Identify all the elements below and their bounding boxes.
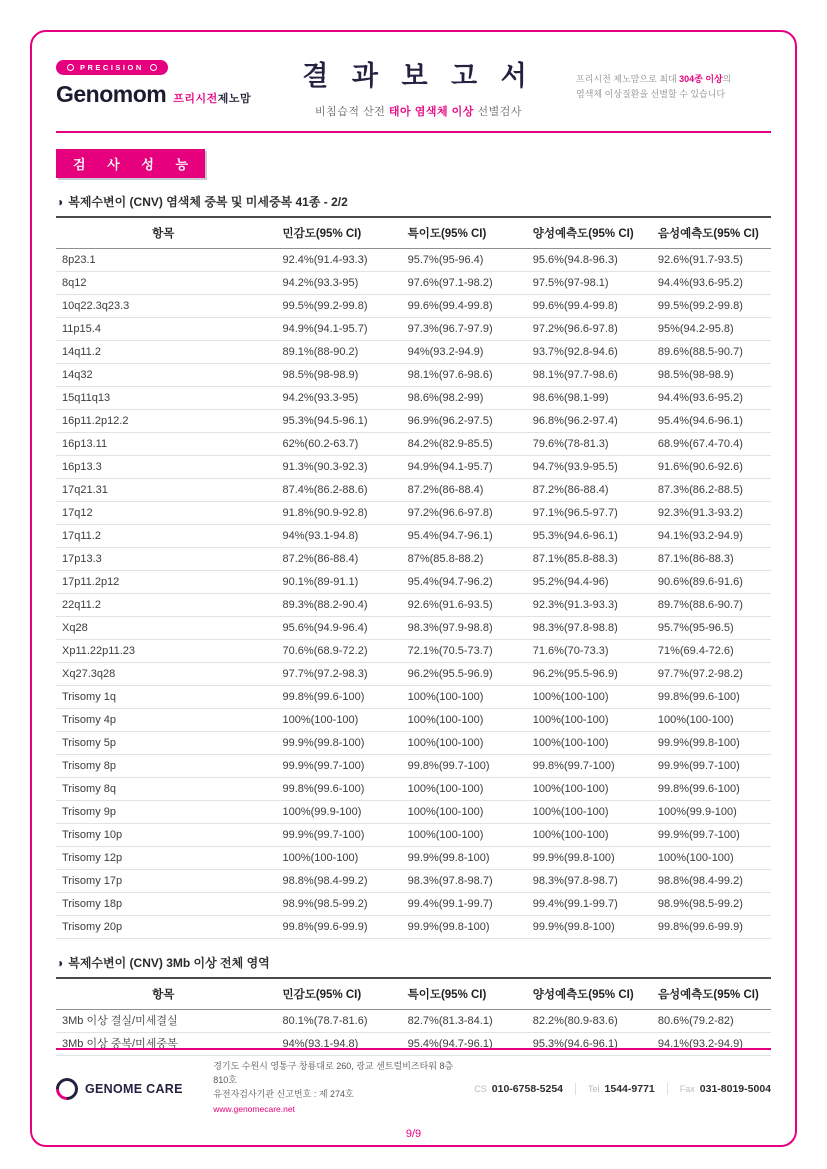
column-header: 특이도(95% CI) [396,217,521,249]
subtitle-prefix: 비침습적 산전 [315,106,389,118]
page-title: 결 과 보 고 서 [302,61,535,91]
table-row [56,824,771,847]
badge-dot-icon [150,64,157,71]
table-cell: 97.1%(96.5-97.7) [521,502,646,525]
table-cell: 100%(99.9-100) [646,801,771,824]
table-cell: 99.9%(99.8-100) [271,732,396,755]
table-cell: 97.7%(97.2-98.3) [271,663,396,686]
table-row [56,709,771,732]
table-cell: 99.9%(99.8-100) [521,847,646,870]
table-cell: 17q21.31 [56,479,271,502]
table-cell: 98.8%(98.4-99.2) [271,870,396,893]
precision-badge [56,60,168,75]
table-title [56,954,771,971]
table-cell: 98.6%(98.1-99) [521,387,646,410]
table-cell: 16p13.11 [56,433,271,456]
table-cell: 100%(100-100) [396,709,521,732]
table-cell: 95%(94.2-95.8) [646,318,771,341]
table-cell: 71.6%(70-73.3) [521,640,646,663]
table-title-text: 복제수변이 (CNV) 염색체 중복 및 미세중복 41종 - 2/2 [68,195,348,209]
table-cell: 99.9%(99.8-100) [646,732,771,755]
table-cell: 100%(100-100) [646,847,771,870]
table-cell: 95.4%(94.6-96.1) [646,410,771,433]
table-cell: 98.1%(97.7-98.6) [521,364,646,387]
column-header: 민감도(95% CI) [271,217,396,249]
table-cell: 17q11.2 [56,525,271,548]
badge-label: PRECISION [80,63,144,72]
table-cell: 97.6%(97.1-98.2) [396,272,521,295]
table-cell: 72.1%(70.5-73.7) [396,640,521,663]
table-row [56,249,771,272]
table-cell: 99.9%(99.7-100) [646,755,771,778]
performance-table-cnv-3mb [56,977,771,1056]
table-cell: 8q12 [56,272,271,295]
table-cell: 95.6%(94.8-96.3) [521,249,646,272]
table-cell: 87.2%(86-88.4) [521,479,646,502]
genome-care-logo [56,1078,213,1100]
table-cell: Trisomy 17p [56,870,271,893]
table-cell: 96.9%(96.2-97.5) [396,410,521,433]
table-cell: 79.6%(78-81.3) [521,433,646,456]
table-cell: Trisomy 5p [56,732,271,755]
table-cell: 14q32 [56,364,271,387]
table-cell: 17p13.3 [56,548,271,571]
table-row [56,318,771,341]
table-row [56,387,771,410]
table-row [56,663,771,686]
table-cell: 100%(100-100) [396,801,521,824]
table-cell: 100%(100-100) [521,709,646,732]
brand-logo [56,50,261,108]
header-note-line2: 염색체 이상질환을 선별할 수 있습니다 [576,89,726,100]
table-cell: 94%(93.1-94.8) [271,525,396,548]
half-circle-bullet-icon: ◑ [56,195,64,209]
table-cell: 99.9%(99.7-100) [646,824,771,847]
table-cell: 91.6%(90.6-92.6) [646,456,771,479]
table-cell: 87.1%(85.8-88.3) [521,548,646,571]
table-cell: 94.9%(94.1-95.7) [271,318,396,341]
table-cell: 100%(100-100) [521,732,646,755]
contact-fax [667,1083,771,1095]
table-row [56,548,771,571]
table-row [56,364,771,387]
table-cell: 82.7%(81.3-84.1) [396,1010,521,1033]
table-row [56,916,771,939]
table-cell: 95.4%(94.7-96.1) [396,525,521,548]
table-cell: 90.1%(89-91.1) [271,571,396,594]
table-cell: 98.5%(98-98.9) [646,364,771,387]
column-header: 양성예측도(95% CI) [521,978,646,1010]
table-cell: 99.4%(99.1-99.7) [396,893,521,916]
table-cell: 95.6%(94.9-96.4) [271,617,396,640]
footer-contacts [462,1083,771,1095]
table-cell: 99.9%(99.8-100) [396,916,521,939]
table-cell: Trisomy 8p [56,755,271,778]
table-cell: 99.8%(99.6-100) [271,686,396,709]
table-cell: 99.9%(99.7-100) [271,824,396,847]
table-cell: 99.9%(99.7-100) [271,755,396,778]
cnv-duplication-table-block [56,193,771,939]
table-cell: 89.3%(88.2-90.4) [271,594,396,617]
table-cell: 98.3%(97.8-98.7) [396,870,521,893]
column-header: 항목 [56,978,271,1010]
table-cell: 87.2%(86-88.4) [396,479,521,502]
table-cell: 16p11.2p12.2 [56,410,271,433]
table-body [56,249,771,939]
table-cell: 100%(100-100) [396,686,521,709]
table-cell: 100%(100-100) [271,847,396,870]
table-cell: 95.4%(94.7-96.1) [396,1033,521,1056]
table-cell: 84.2%(82.9-85.5) [396,433,521,456]
cs-label: CS [474,1083,487,1094]
table-cell: 99.6%(99.4-99.8) [396,295,521,318]
table-cell: 15q11q13 [56,387,271,410]
column-header: 음성예측도(95% CI) [646,217,771,249]
table-cell: Trisomy 8q [56,778,271,801]
table-cell: 98.1%(97.6-98.6) [396,364,521,387]
fax-label: Fax [679,1083,695,1094]
table-cell: 98.8%(98.4-99.2) [646,870,771,893]
table-cell: 80.1%(78.7-81.6) [271,1010,396,1033]
column-header: 민감도(95% CI) [271,978,396,1010]
table-cell: 96.2%(95.5-96.9) [396,663,521,686]
table-title [56,193,771,210]
table-cell: 95.2%(94.4-96) [521,571,646,594]
table-cell: 99.5%(99.2-99.8) [646,295,771,318]
table-header-row [56,978,771,1010]
report-header [56,46,771,133]
table-cell: 100%(99.9-100) [271,801,396,824]
note-suffix: 의 [722,74,732,84]
note-prefix: 프리시전 제노맘으로 최대 [576,74,680,84]
table-cell: 92.6%(91.6-93.5) [396,594,521,617]
tel-label: Tel [588,1083,600,1094]
table-row [56,525,771,548]
table-cell: 87.3%(86.2-88.5) [646,479,771,502]
table-cell: Trisomy 12p [56,847,271,870]
table-cell: 93.7%(92.8-94.6) [521,341,646,364]
table-title-text: 복제수변이 (CNV) 3Mb 이상 전체 영역 [68,956,270,970]
table-cell: 99.8%(99.6-99.9) [646,916,771,939]
company-name: GENOME CARE [85,1081,183,1096]
table-row [56,272,771,295]
table-cell: 94.9%(94.1-95.7) [396,456,521,479]
table-cell: 94.2%(93.3-95) [271,272,396,295]
table-cell: 89.7%(88.6-90.7) [646,594,771,617]
table-cell: 99.4%(99.1-99.7) [521,893,646,916]
table-cell: 100%(100-100) [271,709,396,732]
table-cell: 87.2%(86-88.4) [271,548,396,571]
table-cell: 100%(100-100) [396,778,521,801]
table-cell: 100%(100-100) [521,686,646,709]
genome-care-icon [51,1073,82,1104]
table-cell: 97.5%(97-98.1) [521,272,646,295]
table-cell: 98.9%(98.5-99.2) [646,893,771,916]
table-cell: 94.4%(93.6-95.2) [646,272,771,295]
table-cell: 94%(93.1-94.8) [271,1033,396,1056]
table-cell: Xq27.3q28 [56,663,271,686]
table-cell: 11p15.4 [56,318,271,341]
contact-cs [462,1083,575,1095]
table-row [56,778,771,801]
table-cell: 94.2%(93.3-95) [271,387,396,410]
table-cell: 92.6%(91.7-93.5) [646,249,771,272]
table-cell: 8p23.1 [56,249,271,272]
table-cell: 98.5%(98-98.9) [271,364,396,387]
address-line2: 유전자검사기관 신고번호 : 제 274호 [213,1089,354,1100]
table-row [56,755,771,778]
table-cell: 98.3%(97.8-98.8) [521,617,646,640]
table-cell: 98.3%(97.9-98.8) [396,617,521,640]
column-header: 음성예측도(95% CI) [646,978,771,1010]
table-cell: 14q11.2 [56,341,271,364]
column-header: 항목 [56,217,271,249]
table-cell: 87.4%(86.2-88.6) [271,479,396,502]
table-row [56,801,771,824]
brand-name-korean [173,90,251,106]
page-subtitle [261,103,576,119]
table-cell: Trisomy 1q [56,686,271,709]
table-cell: 94%(93.2-94.9) [396,341,521,364]
table-row [56,295,771,318]
table-cell: 68.9%(67.4-70.4) [646,433,771,456]
table-cell: 95.7%(95-96.4) [396,249,521,272]
page-number: 9/9 [405,1128,422,1140]
contact-tel [575,1083,667,1095]
table-cell: 99.8%(99.6-100) [271,778,396,801]
table-row [56,686,771,709]
table-cell: 80.6%(79.2-82) [646,1010,771,1033]
table-cell: 92.3%(91.3-93.2) [646,502,771,525]
table-cell: 98.6%(98.2-99) [396,387,521,410]
table-cell: 99.8%(99.7-100) [521,755,646,778]
table-cell: 99.5%(99.2-99.8) [271,295,396,318]
table-row [56,410,771,433]
table-cell: 97.2%(96.6-97.8) [396,502,521,525]
cs-value: 010-6758-5254 [491,1082,564,1095]
table-cell: 99.8%(99.7-100) [396,755,521,778]
table-cell: 98.9%(98.5-99.2) [271,893,396,916]
table-cell: 95.7%(95-96.5) [646,617,771,640]
table-row [56,640,771,663]
table-row [56,847,771,870]
cnv-3mb-table-block [56,954,771,1056]
subtitle-accent: 태아 염색체 이상 [388,106,474,118]
footer-address [213,1060,462,1117]
table-cell: 100%(100-100) [396,824,521,847]
table-cell: 100%(100-100) [521,824,646,847]
table-cell: Trisomy 4p [56,709,271,732]
table-cell: 89.1%(88-90.2) [271,341,396,364]
table-cell: 96.8%(96.2-97.4) [521,410,646,433]
header-note [576,50,771,103]
table-cell: 94.7%(93.9-95.5) [521,456,646,479]
website-link[interactable]: www.genomecare.net [213,1104,295,1115]
brand-name: Genomom [56,81,167,107]
table-cell: 95.3%(94.5-96.1) [271,410,396,433]
table-cell: 3Mb 이상 중복/미세중복 [56,1033,271,1056]
table-row [56,456,771,479]
table-cell: 92.4%(91.4-93.3) [271,249,396,272]
table-cell: 98.3%(97.8-98.7) [521,870,646,893]
title-block [261,50,576,119]
brand-kr-rest: 제노맘 [217,93,252,105]
table-cell: 97.2%(96.6-97.8) [521,318,646,341]
table-cell: 100%(100-100) [646,709,771,732]
table-row [56,893,771,916]
column-header: 특이도(95% CI) [396,978,521,1010]
table-cell: 100%(100-100) [396,732,521,755]
table-cell: 87.1%(86-88.3) [646,548,771,571]
table-cell: 70.6%(68.9-72.2) [271,640,396,663]
table-cell: 89.6%(88.5-90.7) [646,341,771,364]
brand-line [56,81,261,108]
tel-value: 1544-9771 [604,1082,655,1095]
table-cell: 16p13.3 [56,456,271,479]
table-cell: 10q22.3q23.3 [56,295,271,318]
table-cell: 100%(100-100) [521,801,646,824]
page-frame [30,30,797,1147]
table-cell: 91.8%(90.9-92.8) [271,502,396,525]
table-cell: 62%(60.2-63.7) [271,433,396,456]
fax-value: 031-8019-5004 [699,1082,771,1095]
column-header: 양성예측도(95% CI) [521,217,646,249]
report-footer [56,1048,771,1117]
table-cell: 17q12 [56,502,271,525]
badge-dot-icon [67,64,74,71]
table-row [56,479,771,502]
half-circle-bullet-icon: ◑ [56,956,64,970]
table-cell: 100%(100-100) [521,778,646,801]
table-cell: 99.8%(99.6-99.9) [271,916,396,939]
table-cell: 94.1%(93.2-94.9) [646,1033,771,1056]
table-cell: 17p11.2p12 [56,571,271,594]
table-cell: 90.6%(89.6-91.6) [646,571,771,594]
table-cell: 91.3%(90.3-92.3) [271,456,396,479]
table-row [56,870,771,893]
table-cell: 99.8%(99.6-100) [646,778,771,801]
brand-kr-accent: 프리시전 [173,93,218,105]
table-cell: Trisomy 20p [56,916,271,939]
table-cell: 95.4%(94.7-96.2) [396,571,521,594]
table-row [56,732,771,755]
table-row [56,617,771,640]
header-note-line1 [576,72,771,87]
table-row [56,502,771,525]
table-row [56,1010,771,1033]
table-cell: 96.2%(95.5-96.9) [521,663,646,686]
note-accent: 304종 이상 [679,74,723,84]
subtitle-suffix: 선별검사 [473,106,522,118]
table-cell: 22q11.2 [56,594,271,617]
table-cell: 94.4%(93.6-95.2) [646,387,771,410]
table-cell: 95.3%(94.6-96.1) [521,1033,646,1056]
table-cell: Trisomy 9p [56,801,271,824]
section-title-test-performance: 검 사 성 능 [56,149,205,178]
table-cell: 99.9%(99.8-100) [396,847,521,870]
table-cell: 71%(69.4-72.6) [646,640,771,663]
table-cell: 3Mb 이상 결실/미세결실 [56,1010,271,1033]
table-cell: Xp11.22p11.23 [56,640,271,663]
address-line1: 경기도 수원시 영통구 창룡대로 260, 광교 센트럴비즈타워 8층 810호 [213,1061,454,1086]
table-cell: Trisomy 18p [56,893,271,916]
table-row [56,341,771,364]
table-cell: 87%(85.8-88.2) [396,548,521,571]
table-cell: 99.9%(99.8-100) [521,916,646,939]
table-cell: 94.1%(93.2-94.9) [646,525,771,548]
table-cell: Trisomy 10p [56,824,271,847]
table-cell: 97.3%(96.7-97.9) [396,318,521,341]
table-cell: 92.3%(91.3-93.3) [521,594,646,617]
table-cell: 99.8%(99.6-100) [646,686,771,709]
performance-table-cnv-duplications [56,216,771,939]
table-row [56,594,771,617]
table-cell: 95.3%(94.6-96.1) [521,525,646,548]
table-cell: 97.7%(97.2-98.2) [646,663,771,686]
table-header-row [56,217,771,249]
table-cell: Xq28 [56,617,271,640]
table-row [56,571,771,594]
table-cell: 82.2%(80.9-83.6) [521,1010,646,1033]
table-cell: 99.6%(99.4-99.8) [521,295,646,318]
table-row [56,433,771,456]
